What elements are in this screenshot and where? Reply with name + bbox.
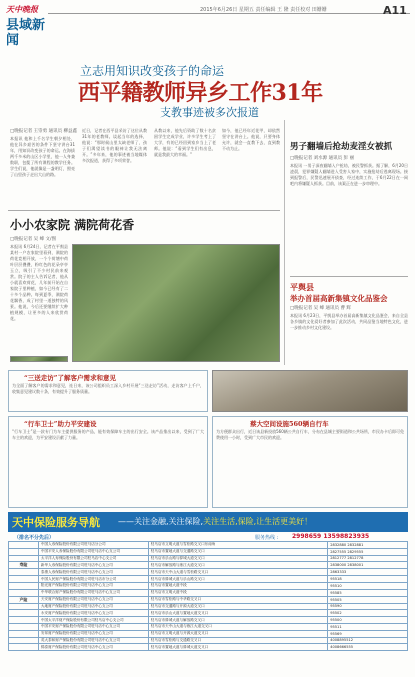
xinwei-body xyxy=(12,429,204,505)
main-byline: □晚报记者 王崇勇 通讯员 柳益鑫 xyxy=(10,129,78,134)
ad-phone-label: 服务热线 : xyxy=(255,535,279,541)
xinwei-body-text: “行车卫士”是一款专门为车主提供服务的产品，能有效保障车主的出行安全。该产品推出以来，受到了广大车主的欢迎，为平安建设贡献了力量。 xyxy=(12,429,204,440)
table-row xyxy=(9,555,408,562)
table-cell-cat xyxy=(9,603,39,610)
dianli-photo xyxy=(212,370,408,412)
main-col-2-text: 近日，记者在西平县采访了这位从教31年的老教师。谈起当年的选择，他说：“那时候山里太缺老师了，孩子们渴望读书的眼神让我无法离开。”多年来，他的事迹被当地媒体多次报道，获得了多项荣誉。 xyxy=(82,128,147,163)
dianli-headline: 蔡大空间设施560辆自行车 xyxy=(250,420,329,428)
table-cell-tel: 95502 xyxy=(328,610,408,617)
main-col-3 xyxy=(154,128,216,206)
lotus-photo xyxy=(72,244,280,362)
table-cell-name: 永安财产保险股份有限公司驻马店中心支公司 xyxy=(38,610,148,617)
pingyu-headline: 平舆县 xyxy=(290,282,314,292)
header-date-line: 2015年6月26日 星期五 责任编辑 王 隆 责任校对 田姗姗 xyxy=(200,7,327,13)
divider xyxy=(290,276,408,277)
ad-phone: 2998659 13598823935 xyxy=(292,533,370,540)
ad-slogan-prefix: ——关注金融,关注保险, xyxy=(118,517,204,526)
column-rule xyxy=(284,120,285,365)
dianli-body-text: 为方便群众出行，近日该县新投放560辆公共自行车，分布在县城主要街道和公共场所，市民办卡后即可免费使用一小时，受到广大市民的欢迎。 xyxy=(216,429,404,440)
rescue-headline: 男子翻墙后抢劫麦淫女被抓 xyxy=(290,142,393,152)
table-cell-cat xyxy=(9,576,39,583)
page-number: A11 xyxy=(383,4,407,17)
table-row xyxy=(9,630,408,637)
main-col-1 xyxy=(10,136,75,206)
table-cell-addr: 驻马店市乐山路与驿城大道交叉口 xyxy=(148,555,327,562)
table-cell-cat: 产险 xyxy=(9,596,39,603)
table-cell-tel: 2812777 2812778 xyxy=(328,555,408,562)
section-tag: 县域新闻 xyxy=(6,18,46,48)
table-cell-cat xyxy=(9,610,39,617)
table-cell-name: 中国人寿保险股份有限公司驻马店分公司 xyxy=(38,542,148,549)
table-cell-addr: 驻马店市文明大道与雪松路交叉口东南角 xyxy=(148,542,327,549)
table-cell-name: 太平洋人寿保险股份有限公司驻马店中心支公司 xyxy=(38,555,148,562)
table-cell-addr: 驻马店市文明大道中段 xyxy=(148,589,327,596)
rescue-body xyxy=(290,163,408,273)
lotus-photo-strip xyxy=(10,356,68,362)
header-rule xyxy=(48,13,410,14)
table-cell-addr: 驻马店市解放路与练江大道交叉口 xyxy=(148,562,327,569)
pingyu-body xyxy=(290,313,408,363)
rescue-body-text: 本报讯 一男子深夜翻墙入户抢劫，被民警抓获。据了解，6月20日凌晨，犯罪嫌疑人翻墙进入受害人家中，实施抢劫后逃离现场。接到报警后，民警迅速展开侦查，经过连续工作，于6月22日在一网吧内将嫌疑人抓获。目前，该案正在进一步审理中。 xyxy=(290,163,408,186)
table-row xyxy=(9,617,408,624)
main-col-4 xyxy=(222,128,280,188)
table-cell-tel: 95569 xyxy=(328,630,408,637)
table-cell-name: 天安财产保险股份有限公司驻马店中心支公司 xyxy=(38,596,148,603)
lotus-body-text: 本报讯 6月24日，记者在平舆县某村一户农家院里看到，满院的荷花竞相开放，一个个荷塘中荷叶层层叠叠，粉红色的花朵亭亭玉立，吸引了不少村民前来观赏。院子的主人告诉记者，他从小就喜欢荷花，几年前开始在自家院子里种植，如今已经有了二十多个品种。每到夏季，满院荷花飘香，成了村里一道独特的风景。他说，今后还要继续扩大种植规模，让更多的人来欣赏荷花。 xyxy=(10,244,68,321)
ad-title: 天中保险服务导航 xyxy=(12,516,100,529)
table-cell-tel: 95511 xyxy=(328,623,408,630)
sanjin-body-text: 为全面了解客户的需求和意见，连日来，该公司组织员工深入乡村开展“三送走访”活动，走访客户上千户，收集意见建议数十条，有效提升了服务质量。 xyxy=(12,383,204,394)
main-kicker: 立志用知识改变孩子的命运 xyxy=(80,64,225,78)
main-col-3-text: 从教以来，他先后资助了数十名贫困学生完成学业，许多学生考上了大学，有的已经回到家乡当上了老师。他说：“看到学生们有出息，就是我最大的幸福。” xyxy=(154,128,216,157)
masthead-logo: 天中晚报 xyxy=(6,4,38,14)
ad-subtitle: （排名不分先后） xyxy=(14,535,55,541)
table-cell-tel: 2863333 xyxy=(328,569,408,576)
table-cell-addr: 驻马店市文明大道与开源大道交叉口 xyxy=(148,630,327,637)
table-cell-addr: 驻马店市雪松路与中华路交叉口 xyxy=(148,596,327,603)
table-cell-tel: 2832880 2832881 xyxy=(328,542,408,549)
table-cell-addr: 驻马店市天中山大道与雪松路交叉口 xyxy=(148,569,327,576)
table-cell-cat xyxy=(9,637,39,644)
table-row xyxy=(9,623,408,630)
table-cell-tel: 95505 xyxy=(328,596,408,603)
table-row xyxy=(9,610,408,617)
table-cell-tel: 95510 xyxy=(328,582,408,589)
table-row xyxy=(9,576,408,583)
pingyu-headline-2: 举办首届高新集镇文化品鉴会 xyxy=(290,294,388,303)
table-cell-name: 中国平安财产保险股份有限公司驻马店中心支公司 xyxy=(38,623,148,630)
table-row xyxy=(9,582,408,589)
sanjin-headline: “三送走访”了解客户需求和意见 xyxy=(24,374,116,382)
table-cell-cat xyxy=(9,630,39,637)
sanjin-body xyxy=(12,383,204,411)
table-row xyxy=(9,542,408,549)
table-cell-cat xyxy=(9,644,39,651)
table-row xyxy=(9,562,408,569)
table-cell-tel: 95518 xyxy=(328,576,408,583)
lotus-headline: 小小农家院 满院荷花香 xyxy=(10,218,135,232)
main-headline: 西平籍教师异乡工作31年 xyxy=(78,80,323,106)
table-cell-cat xyxy=(9,582,39,589)
table-row xyxy=(9,589,408,596)
table-row xyxy=(9,548,408,555)
table-cell-name: 中国人民财产保险股份有限公司驻马店市分公司 xyxy=(38,576,148,583)
table-cell-addr: 驻马店市置地大道中段 xyxy=(148,582,327,589)
table-cell-name: 中国平安人寿保险股份有限公司驻马店中心支公司 xyxy=(38,548,148,555)
table-cell-tel: 4008666555 xyxy=(328,644,408,651)
main-col-2 xyxy=(82,128,147,206)
table-cell-tel: 95500 xyxy=(328,617,408,624)
table-row xyxy=(9,637,408,644)
table-cell-addr: 驻马店市驿城大道与解放路交叉口 xyxy=(148,617,327,624)
table-cell-tel: 95590 xyxy=(328,603,408,610)
table-cell-name: 中国太平洋财产保险股份有限公司驻马店中心支公司 xyxy=(38,617,148,624)
table-row xyxy=(9,644,408,651)
table-cell-addr: 驻马店市雪松路与交通路交叉口 xyxy=(148,637,327,644)
main-col-4-text: 如今，他已经年近花甲，却依然坚守在讲台上。他说，只要身体允许，就会一直教下去，直到教不动为止。 xyxy=(222,128,280,151)
dianli-body xyxy=(216,429,404,505)
main-subhead: 支教事迹被多次报道 xyxy=(160,106,259,119)
table-cell-cat xyxy=(9,623,39,630)
table-cell-addr: 驻马店市乐山大道与置地大道交叉口 xyxy=(148,610,327,617)
table-row xyxy=(9,569,408,576)
table-cell-name: 英大泰和财产保险股份有限公司驻马店中心支公司 xyxy=(38,637,148,644)
table-row xyxy=(9,596,408,603)
divider xyxy=(8,210,280,211)
table-cell-cat xyxy=(9,555,39,562)
table-cell-name: 大地财产保险股份有限公司驻马店中心支公司 xyxy=(38,603,148,610)
table-cell-tel: 95585 xyxy=(328,589,408,596)
table-cell-cat xyxy=(9,617,39,624)
table-cell-addr: 驻马店市置地大道与驿城大道交叉口 xyxy=(148,644,327,651)
table-cell-name: 新华人寿保险股份有限公司驻马店中心支公司 xyxy=(38,562,148,569)
lotus-body xyxy=(10,244,68,354)
table-cell-name: 锦泰财产保险股份有限公司驻马店中心支公司 xyxy=(38,644,148,651)
table-cell-cat xyxy=(9,589,39,596)
main-col-1-text: 本报讯 他和上千名学生朝夕相处，他在异乡艰苦的条件下坚守讲台31年，用知识改变孩子的命运。在海拔两千多米的山区小学里，他一人身兼数职，包揽了所有课程的教学任务。学生们说，他就像是一盏明灯，照亮了山里孩子走出大山的路。 xyxy=(10,136,75,177)
ad-directory-table xyxy=(8,541,408,651)
table-cell-cat: 寿险 xyxy=(9,562,39,569)
table-cell-tel: 2838000 2838001 xyxy=(328,562,408,569)
ad-slogan xyxy=(118,516,312,527)
pingyu-body-text: 本报讯 6月23日，平舆县举办首届高新集镇文化品鉴会，来自全县各乡镇的文化爱好者参加了此次活动，共同品鉴当地特色文化，进一步推动乡村文化建设。 xyxy=(290,313,408,330)
pingyu-byline: □晚报记者 吴 峰 通讯员 曹 辉 xyxy=(290,306,351,311)
table-cell-name: 阳光财产保险股份有限公司驻马店中心支公司 xyxy=(38,582,148,589)
table-cell-name: 泰康人寿保险股份有限公司驻马店中心支公司 xyxy=(38,569,148,576)
table-cell-tel: 2827555 2829555 xyxy=(328,548,408,555)
table-cell-addr: 驻马店市置地大道与交通路交叉口 xyxy=(148,548,327,555)
xinwei-headline: “行车卫士”助力平安建设 xyxy=(24,420,97,428)
rescue-byline: □晚报记者 刘水源 通讯员 彭 丽 xyxy=(290,156,354,161)
table-cell-addr: 驻马店市天中山大道与练江大道交叉口 xyxy=(148,623,327,630)
table-cell-name: 中华联合财产保险股份有限公司驻马店中心支公司 xyxy=(38,589,148,596)
table-cell-cat xyxy=(9,548,39,555)
table-cell-cat xyxy=(9,542,39,549)
lotus-byline: □晚报记者 吴 峰 文/图 xyxy=(10,237,57,242)
table-cell-tel: 4008895512 xyxy=(328,637,408,644)
table-row xyxy=(9,603,408,610)
table-cell-addr: 驻马店市交通路与开源大道交叉口 xyxy=(148,603,327,610)
ad-slogan-highlight: 关注生活,保险,让生活更美好！ xyxy=(203,517,313,526)
table-cell-name: 安邦财产保险股份有限公司驻马店中心支公司 xyxy=(38,630,148,637)
table-cell-cat xyxy=(9,569,39,576)
table-cell-addr: 驻马店市驿城大道与乐山路交叉口 xyxy=(148,576,327,583)
